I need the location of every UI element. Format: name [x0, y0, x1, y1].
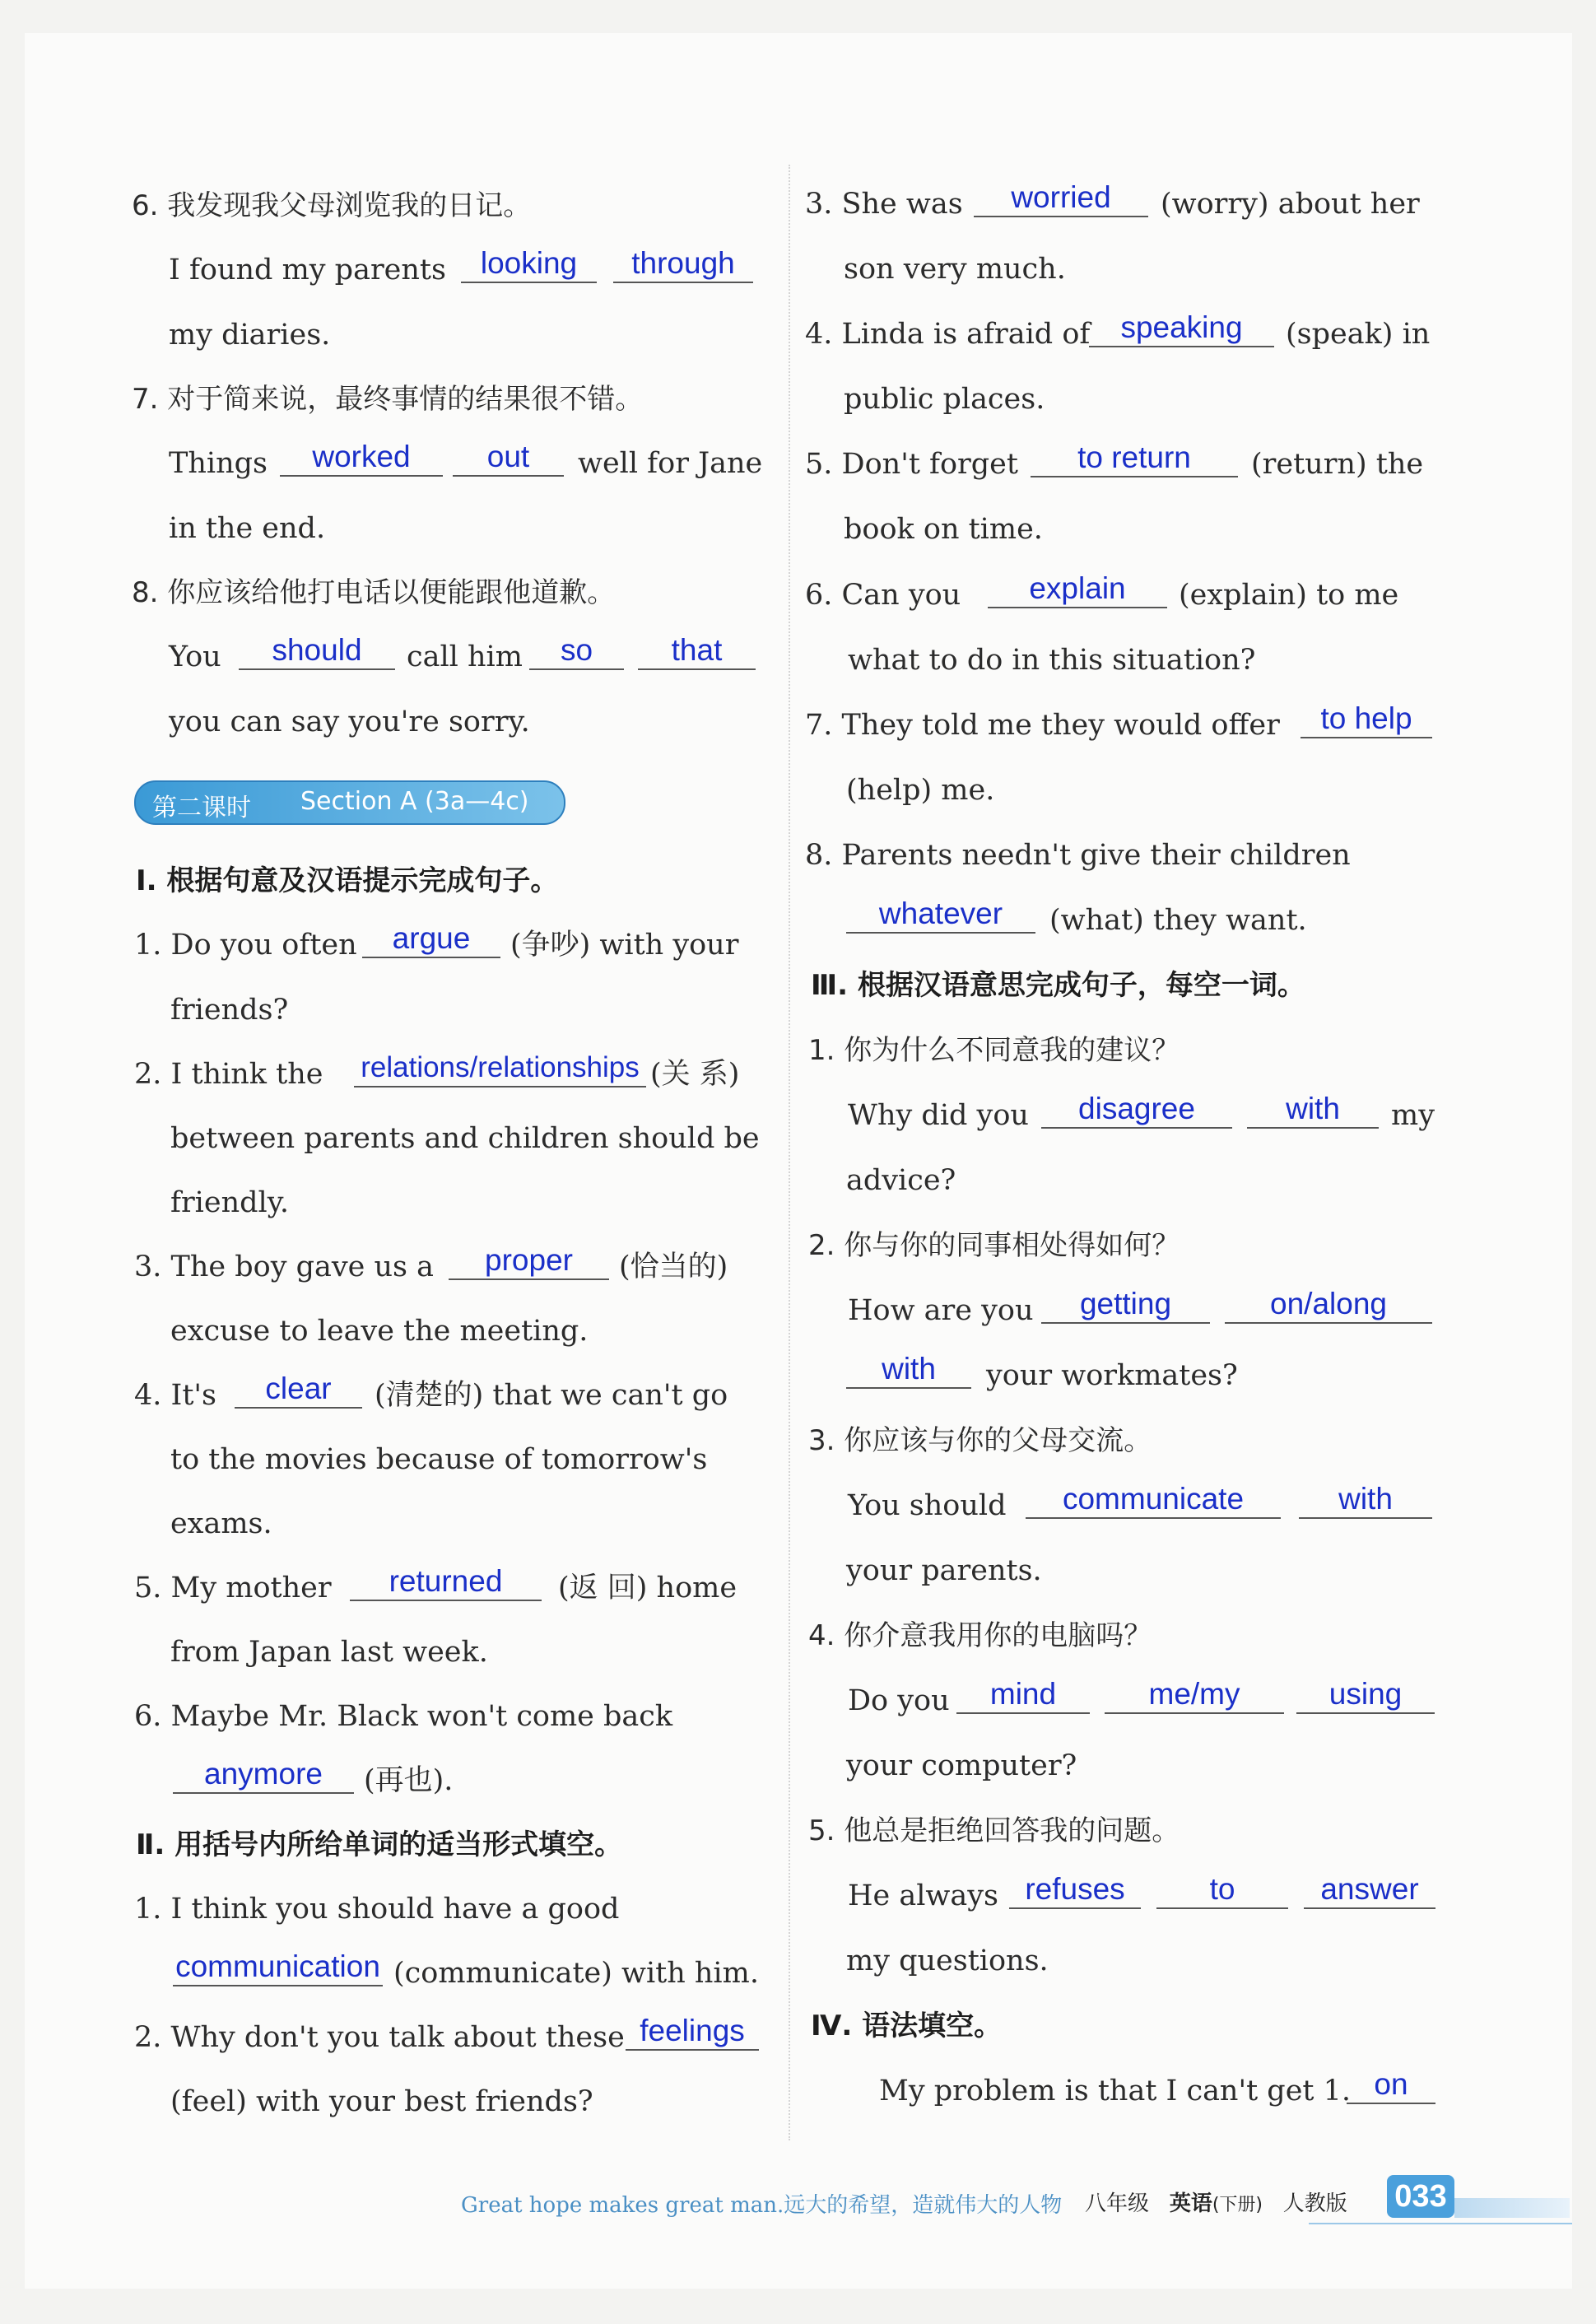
p2-q5-blank[interactable]: to return — [1031, 440, 1238, 477]
lesson-section: Section A (3a—4c) — [300, 787, 529, 816]
q6-chinese: 6. 我发现我父母浏览我的日记。 — [132, 189, 532, 222]
p2-q1-start: 1. I think you should have a good — [134, 1893, 620, 1926]
p1-q4-end: exams. — [170, 1507, 272, 1540]
p1-q1-blank[interactable]: argue — [362, 920, 500, 958]
p3-q2-chinese: 2. 你与你的同事相处得如何？ — [808, 1229, 1180, 1262]
footer-subject: 英语 — [1169, 2191, 1212, 2216]
p1-q1-end: friends? — [170, 994, 289, 1027]
p2-q4-end: public places. — [844, 383, 1045, 416]
p1-q4-cont: to the movies because of tomorrow's — [170, 1443, 708, 1476]
lesson-label: 第二课时 — [152, 794, 251, 822]
p1-q2-blank[interactable]: relations/relationships — [354, 1050, 646, 1087]
p3-q1-start: Why did you — [848, 1099, 1029, 1132]
p2-q8-end: (what) they want. — [1049, 904, 1307, 937]
p3-q5-blank-3[interactable]: answer — [1304, 1871, 1435, 1909]
q6-blank-1[interactable]: looking — [461, 245, 597, 283]
p2-q4-blank[interactable]: speaking — [1089, 310, 1274, 347]
p1-q3-blank[interactable]: proper — [449, 1242, 609, 1280]
p1-q5-end: from Japan last week. — [170, 1636, 488, 1669]
q8-english-mid: call him — [407, 640, 523, 673]
p1-q6-end: (再也). — [364, 1764, 454, 1797]
p2-q5-mid: (return) the — [1251, 448, 1424, 481]
q6-english-end: my diaries. — [169, 319, 331, 352]
page-number: 033 — [1387, 2175, 1454, 2218]
q8-english-start: You — [169, 640, 221, 673]
q7-english-end: in the end. — [169, 512, 326, 545]
p3-q3-blank-1[interactable]: communicate — [1026, 1481, 1281, 1519]
q8-chinese: 8. 你应该给他打电话以便能跟他道歉。 — [132, 576, 616, 609]
p3-q5-start: He always — [848, 1879, 998, 1912]
p2-q3-blank[interactable]: worried — [974, 179, 1148, 217]
p2-q2-end: (feel) with your best friends? — [170, 2085, 593, 2118]
p3-q1-end: advice? — [846, 1164, 956, 1197]
p2-q7-start: 7. They told me they would offer — [805, 709, 1280, 742]
footer-grade: 八年级 — [1085, 2191, 1150, 2216]
p3-q3-end: your parents. — [846, 1554, 1042, 1587]
part3-title: Ⅲ. 根据汉语意思完成句子，每空一词。 — [811, 969, 1305, 1002]
p1-q6-start: 6. Maybe Mr. Black won't come back — [134, 1700, 673, 1733]
p3-q1-blank-2[interactable]: with — [1247, 1091, 1379, 1129]
p4-q1-start: My problem is that I can't get 1. — [879, 2075, 1351, 2107]
p3-q2-blank-2[interactable]: on/along — [1225, 1286, 1432, 1324]
lesson-badge — [134, 780, 565, 825]
p2-q3-start: 3. She was — [805, 188, 963, 221]
p2-q7-end: (help) me. — [846, 774, 995, 807]
footer-motto: Great hope makes great man.远大的希望，造就伟大的人物 — [461, 2193, 1063, 2218]
p2-q1-blank[interactable]: communication — [173, 1949, 383, 1986]
p2-q6-end: what to do in this situation? — [848, 644, 1256, 677]
p3-q2-blank-3[interactable]: with — [846, 1351, 971, 1389]
q8-english-end: you can say you're sorry. — [169, 706, 530, 738]
p3-q1-mid: my — [1391, 1099, 1435, 1132]
p1-q4-mid: (清楚的) that we can't go — [375, 1379, 728, 1412]
q6-blank-2[interactable]: through — [613, 245, 753, 283]
part2-title: Ⅱ. 用括号内所给单词的适当形式填空。 — [136, 1828, 623, 1861]
p3-q2-end: your workmates? — [986, 1359, 1238, 1392]
footer-publisher: 人教版 — [1282, 2191, 1347, 2216]
p4-q1-blank[interactable]: on — [1347, 2066, 1435, 2104]
part1-title: Ⅰ. 根据句意及汉语提示完成句子。 — [136, 864, 559, 897]
p2-q5-end: book on time. — [844, 513, 1043, 546]
p2-q5-start: 5. Don't forget — [805, 448, 1018, 481]
p2-q4-mid: (speak) in — [1286, 318, 1431, 351]
p1-q2-start: 2. I think the — [134, 1058, 323, 1091]
column-divider — [789, 165, 790, 2140]
p1-q3-end: excuse to leave the meeting. — [170, 1315, 589, 1348]
footer-book-info — [1085, 2187, 1347, 2217]
q6-english-start: I found my parents — [169, 254, 446, 286]
p1-q5-start: 5. My mother — [134, 1572, 332, 1604]
q7-blank-2[interactable]: out — [453, 439, 564, 477]
q7-english-mid: well for Jane — [578, 447, 763, 480]
p2-q8-start: 8. Parents needn't give their children — [805, 839, 1351, 872]
p2-q7-blank[interactable]: to help — [1301, 701, 1432, 738]
p3-q4-blank-3[interactable]: using — [1296, 1676, 1435, 1714]
p3-q5-blank-1[interactable]: refuses — [1009, 1871, 1141, 1909]
p2-q2-blank[interactable]: feelings — [626, 2013, 759, 2051]
p3-q4-blank-2[interactable]: me/my — [1105, 1676, 1284, 1714]
p2-q6-blank[interactable]: explain — [988, 571, 1167, 608]
footer-volume: (下册) — [1212, 2195, 1263, 2215]
p3-q3-blank-2[interactable]: with — [1299, 1481, 1432, 1519]
p3-q5-blank-2[interactable]: to — [1156, 1871, 1288, 1909]
p3-q5-chinese: 5. 他总是拒绝回答我的问题。 — [808, 1814, 1180, 1847]
q8-blank-1[interactable]: should — [239, 632, 395, 670]
p1-q6-blank[interactable]: anymore — [173, 1756, 354, 1794]
q7-chinese: 7. 对于简来说，最终事情的结果很不错。 — [132, 383, 644, 416]
q7-english-start: Things — [169, 447, 268, 480]
p2-q8-blank[interactable]: whatever — [846, 896, 1035, 934]
p3-q1-blank-1[interactable]: disagree — [1041, 1091, 1232, 1129]
p3-q4-blank-1[interactable]: mind — [956, 1676, 1090, 1714]
p3-q4-chinese: 4. 你介意我用你的电脑吗？ — [808, 1619, 1152, 1652]
q7-blank-1[interactable]: worked — [280, 439, 443, 477]
p3-q4-start: Do you — [848, 1684, 950, 1717]
p3-q5-end: my questions. — [846, 1944, 1049, 1977]
p2-q1-end: (communicate) with him. — [393, 1957, 759, 1990]
p3-q4-end: your computer? — [846, 1749, 1077, 1782]
p1-q1-start: 1. Do you often — [134, 929, 357, 962]
p1-q2-mid: (关 系) — [650, 1058, 740, 1091]
p3-q2-start: How are you — [848, 1294, 1034, 1327]
p2-q3-mid: (worry) about her — [1161, 188, 1420, 221]
q8-blank-2[interactable]: so — [529, 632, 624, 670]
footer-band — [1454, 2198, 1570, 2218]
footer-rule — [1309, 2223, 1572, 2224]
p3-q2-blank-1[interactable]: getting — [1041, 1286, 1210, 1324]
p1-q2-end: friendly. — [170, 1186, 289, 1219]
p2-q2-start: 2. Why don't you talk about these — [134, 2021, 625, 2054]
part4-title: Ⅳ. 语法填空。 — [811, 2010, 1003, 2042]
p1-q5-mid: (返 回) home — [558, 1572, 738, 1604]
q8-blank-3[interactable]: that — [638, 632, 756, 670]
p2-q6-start: 6. Can you — [805, 579, 961, 612]
p1-q2-cont: between parents and children should be — [170, 1122, 760, 1155]
p1-q3-start: 3. The boy gave us a — [134, 1250, 434, 1283]
p3-q3-start: You should — [848, 1489, 1007, 1522]
p1-q4-blank[interactable]: clear — [235, 1371, 362, 1409]
p3-q1-chinese: 1. 你为什么不同意我的建议？ — [808, 1034, 1180, 1067]
p2-q3-end: son very much. — [844, 253, 1066, 286]
p1-q4-start: 4. It's — [134, 1379, 216, 1412]
p2-q4-start: 4. Linda is afraid of — [805, 318, 1091, 351]
p1-q3-mid: (恰当的) — [619, 1250, 728, 1283]
p2-q6-mid: (explain) to me — [1179, 579, 1399, 612]
p3-q3-chinese: 3. 你应该与你的父母交流。 — [808, 1424, 1152, 1457]
p1-q5-blank[interactable]: returned — [350, 1563, 542, 1601]
p1-q1-mid: (争吵) with your — [510, 929, 739, 962]
